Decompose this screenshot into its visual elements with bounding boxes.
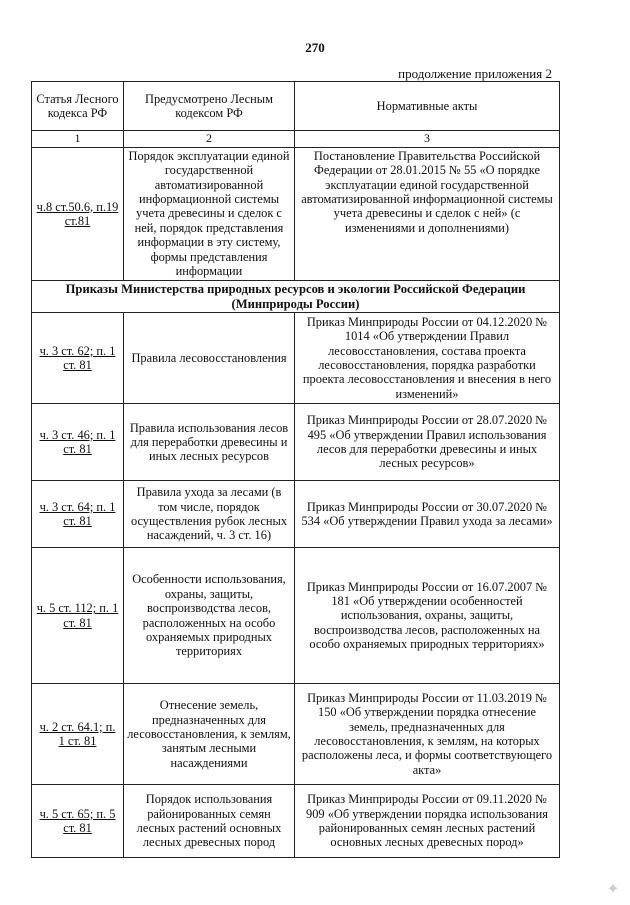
acts-cell: Приказ Минприроды России от 28.07.2020 № 495 «Об утверждении Правил использования лесов для переработки древесины и иных лесных ресурсов» — [295, 404, 560, 481]
provision-cell: Порядок эксплуатации единой государственной автоматизированной информационной системы учета древесины и сделок с ней, порядок представления информации в эту систему, формы представления информации — [124, 147, 295, 280]
article-ref: ч. 5 ст. 65; п. 5 ст. 81 — [32, 785, 124, 858]
header-acts: Нормативные акты — [295, 82, 560, 131]
provision-cell: Правила использования лесов для переработки древесины и иных лесных ресурсов — [124, 404, 295, 481]
article-ref: ч. 2 ст. 64.1; п. 1 ст. 81 — [32, 684, 124, 785]
article-ref: ч. 3 ст. 62; п. 1 ст. 81 — [32, 313, 124, 404]
header-article: Статья Лесного кодекса РФ — [32, 82, 124, 131]
article-ref: ч. 3 ст. 46; п. 1 ст. 81 — [32, 404, 124, 481]
column-number-row — [32, 131, 560, 148]
table-row — [32, 313, 560, 404]
continuation-note: продолжение приложения 2 — [398, 66, 552, 81]
header-provided: Предусмотрено Лесным кодексом РФ — [124, 82, 295, 131]
table-row — [32, 404, 560, 481]
page-number: 270 — [305, 40, 325, 55]
regulations-table — [31, 81, 560, 858]
scan-mark-icon: ✦ — [606, 881, 620, 898]
section-heading-row — [32, 280, 560, 312]
column-number: 1 — [32, 131, 124, 148]
acts-cell: Приказ Минприроды России от 16.07.2007 № 181 «Об утверждении особенностей использования, охраны, защиты, воспроизводства лесов, расположенных на особо охраняемых природных территориях» — [295, 548, 560, 684]
table-row — [32, 548, 560, 684]
acts-cell: Приказ Минприроды России от 30.07.2020 № 534 «Об утверждении Правил ухода за лесами» — [295, 481, 560, 548]
header-row — [32, 82, 560, 131]
acts-cell: Приказ Минприроды России от 04.12.2020 № 1014 «Об утверждении Правил лесовосстановления, состава проекта лесовосстановления, порядка разработки проекта лесовосстановления и внесения в него изменений» — [295, 313, 560, 404]
provision-cell: Правила лесовосстановления — [124, 313, 295, 404]
table-row — [32, 147, 560, 280]
acts-cell: Постановление Правительства Российской Федерации от 28.01.2015 № 55 «О порядке эксплуатации единой государственной автоматизированной информационной системы учета древесины и сделок с ней» (с изменениями и дополнениями) — [295, 147, 560, 280]
acts-cell: Приказ Минприроды России от 09.11.2020 № 909 «Об утверждении порядка использования районированных семян лесных растений основных лесных древесных пород» — [295, 785, 560, 858]
provision-cell: Особенности использования, охраны, защиты, воспроизводства лесов, расположенных на особо охраняемых природных территориях — [124, 548, 295, 684]
section-heading: Приказы Министерства природных ресурсов и экологии Российской Федерации (Минприроды России) — [32, 280, 560, 312]
column-number: 2 — [124, 131, 295, 148]
table-row — [32, 785, 560, 858]
acts-cell: Приказ Минприроды России от 11.03.2019 № 150 «Об утверждении порядка отнесение земель, предназначенных для лесовосстановления, к землям, на которых расположены леса, и формы соответствующего акта» — [295, 684, 560, 785]
table-row — [32, 481, 560, 548]
article-ref: ч. 5 ст. 112; п. 1 ст. 81 — [32, 548, 124, 684]
provision-cell: Порядок использования районированных семян лесных растений основных лесных древесных пород — [124, 785, 295, 858]
table-row — [32, 684, 560, 785]
article-ref: ч.8 ст.50.6, п.19 ст.81 — [32, 147, 124, 280]
provision-cell: Правила ухода за лесами (в том числе, порядок осуществления рубок лесных насаждений, ч. 3 ст. 16) — [124, 481, 295, 548]
column-number: 3 — [295, 131, 560, 148]
provision-cell: Отнесение земель, предназначенных для лесовосстановления, к землям, занятым лесными насаждениями — [124, 684, 295, 785]
article-ref: ч. 3 ст. 64; п. 1 ст. 81 — [32, 481, 124, 548]
